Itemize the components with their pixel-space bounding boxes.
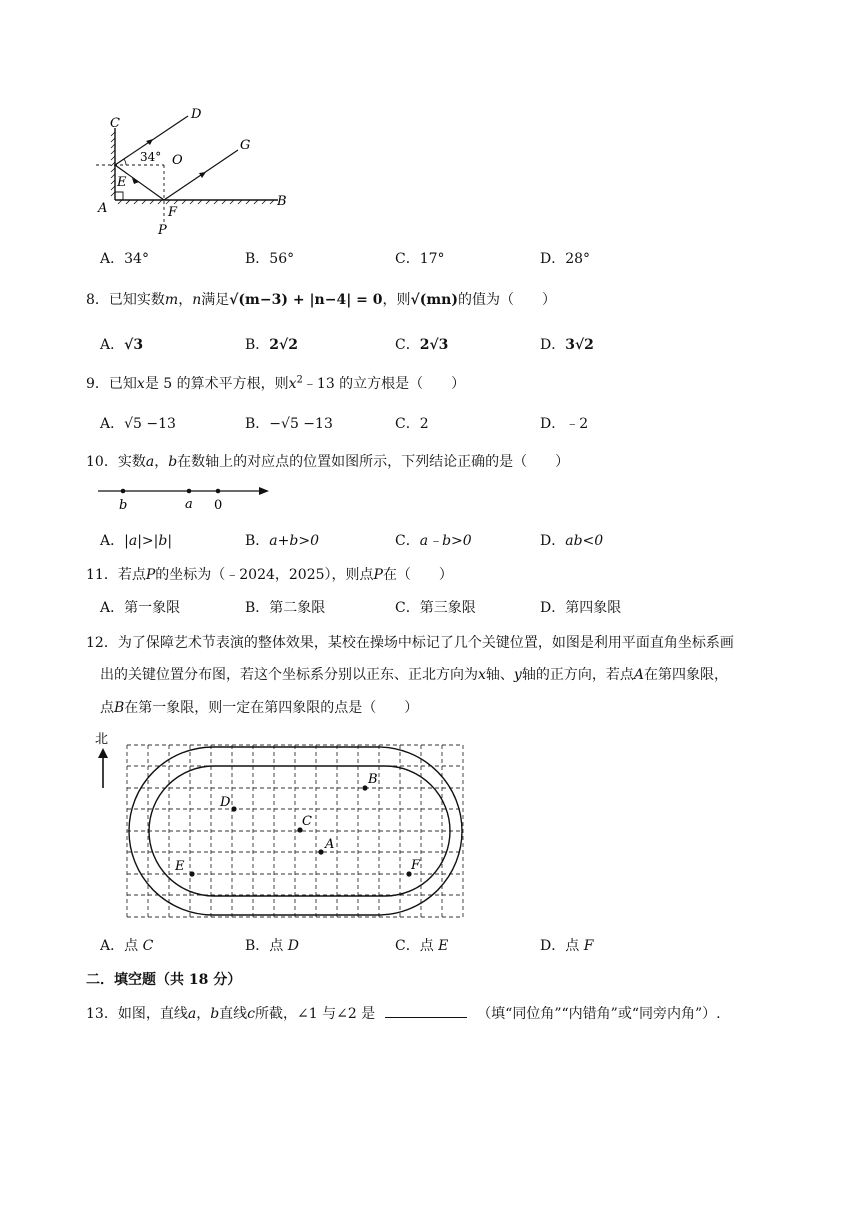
q9-option-b[interactable]: B．−√5 −13 xyxy=(245,416,333,432)
label-B: B xyxy=(277,194,287,209)
point-label-D: D xyxy=(220,795,231,810)
label-F: F xyxy=(168,205,178,220)
label-A: A xyxy=(98,201,108,216)
playground-grid-figure xyxy=(92,728,484,924)
q8-equation: √(m−3) + |n−4| = 0 xyxy=(229,292,383,308)
q10-option-d[interactable]: D．ab<0 xyxy=(540,533,604,549)
point-label-A: A xyxy=(325,837,335,852)
q12-option-c[interactable]: C．点 E xyxy=(395,938,449,954)
q9-option-a[interactable]: A．√5 −13 xyxy=(100,416,176,432)
q9-option-c[interactable]: C．2 xyxy=(395,416,429,432)
q9-option-d[interactable]: D．﹣2 xyxy=(540,416,589,432)
number-line xyxy=(95,480,275,514)
north-label: 北 xyxy=(95,732,109,747)
q11-option-d[interactable]: D．第四象限 xyxy=(540,600,622,616)
q8-option-b[interactable]: B．2√2 xyxy=(245,337,298,353)
point-label-F: F xyxy=(411,858,421,873)
point-label-B: B xyxy=(368,772,378,787)
question-12-line3: 点B在第一象限，则一定在第四象限的点是（ ） xyxy=(100,700,419,716)
point-label-E: E xyxy=(175,859,185,874)
q7-option-d[interactable]: D．28° xyxy=(540,251,591,267)
point-label-C: C xyxy=(302,814,312,829)
label-C: C xyxy=(110,116,120,131)
label-D: D xyxy=(191,107,202,122)
q8-expression: √(mn) xyxy=(410,292,458,308)
q7-option-c[interactable]: C．17° xyxy=(395,251,445,267)
q11-option-b[interactable]: B．第二象限 xyxy=(245,600,326,616)
q8-option-a[interactable]: A．√3 xyxy=(100,337,144,353)
q11-option-a[interactable]: A．第一象限 xyxy=(100,600,181,616)
q13-answer-blank[interactable] xyxy=(385,1005,467,1018)
question-12-line2: 出的关键位置分布图，若这个坐标系分别以正东、正北方向为x轴、y轴的正方向，若点A在第四象限， xyxy=(100,667,728,683)
question-11: 11．若点P的坐标为（﹣2024，2025），则点P在（ ） xyxy=(86,567,453,583)
label-E: E xyxy=(117,175,127,190)
label-P: P xyxy=(158,223,167,238)
label-O: O xyxy=(172,153,183,168)
q12-option-b[interactable]: B．点 D xyxy=(245,938,299,954)
q10-option-c[interactable]: C．a﹣b>0 xyxy=(395,533,472,549)
q8-option-d[interactable]: D．3√2 xyxy=(540,337,594,353)
label-G: G xyxy=(240,138,251,153)
question-8: 8．已知实数m，n满足√(m−3) + |n−4| = 0，则√(mn)的值为（ ） xyxy=(86,292,556,308)
q10-option-b[interactable]: B．a+b>0 xyxy=(245,533,319,549)
q7-option-a[interactable]: A．34° xyxy=(100,251,149,267)
question-12-line1: 12．为了保障艺术节表演的整体效果，某校在操场中标记了几个关键位置，如图是利用平面直角坐标系画 xyxy=(86,635,734,651)
section-2-title: 二．填空题（共 18 分） xyxy=(86,972,242,988)
label-angle: 34° xyxy=(140,150,162,164)
q10-option-a[interactable]: A．|a|>|b| xyxy=(100,533,173,549)
q7-option-b[interactable]: B．56° xyxy=(245,251,295,267)
q12-option-d[interactable]: D．点 F xyxy=(540,938,594,954)
question-9: 9．已知x是 5 的算术平方根，则$x^2﹣13$ 的立方根是（ ） xyxy=(86,374,466,392)
q12-option-a[interactable]: A．点 C xyxy=(100,938,154,954)
q11-option-c[interactable]: C．第三象限 xyxy=(395,600,476,616)
axis-label-a: a xyxy=(185,497,193,512)
axis-label-zero: 0 xyxy=(214,498,223,513)
question-13: 13．如图，直线a，b直线c所截，∠1 与∠2 是 （填“同位角”“内错角”或“同旁内角”）. xyxy=(86,1006,721,1022)
question-10: 10．实数a，b在数轴上的对应点的位置如图所示，下列结论正确的是（ ） xyxy=(86,454,570,470)
q8-option-c[interactable]: C．2√3 xyxy=(395,337,449,353)
axis-label-b: b xyxy=(119,498,128,513)
reflection-figure xyxy=(88,100,298,240)
